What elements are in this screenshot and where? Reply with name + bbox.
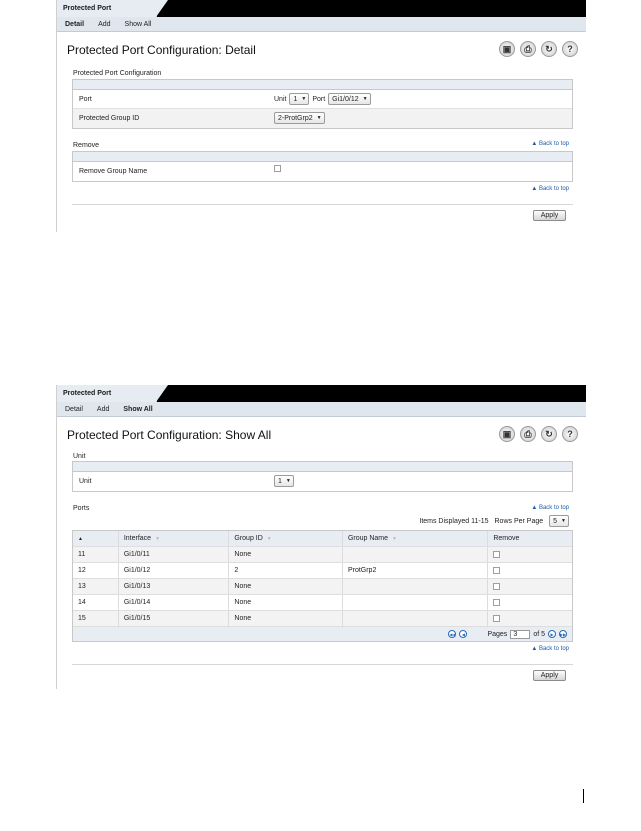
print-icon[interactable]: ⎙ — [520, 41, 536, 57]
port-row — [73, 90, 572, 109]
table-header-row — [73, 531, 572, 547]
box-header — [73, 80, 572, 90]
tab-show-all[interactable]: Show All — [123, 405, 153, 413]
section-title-ports: Ports — [73, 505, 90, 512]
cell-group-name — [343, 611, 488, 626]
cell-group-id: None — [229, 579, 343, 594]
cell-index: 15 — [73, 611, 119, 626]
cell-group-name — [343, 547, 488, 562]
section-title-remove: Remove — [73, 142, 100, 149]
divider — [72, 664, 573, 665]
group-label: Protected Group ID — [79, 115, 140, 122]
port-select[interactable] — [328, 93, 370, 105]
unit-controls — [274, 475, 294, 487]
chevron-down-icon: ▼ — [362, 96, 368, 102]
unit-select[interactable] — [289, 93, 309, 105]
cell-group-name — [343, 579, 488, 594]
back-to-top-link[interactable]: ▲ Back to top — [531, 141, 569, 147]
unit-select[interactable] — [274, 475, 294, 487]
pages-label: Pages — [487, 630, 508, 638]
table-row — [73, 611, 572, 627]
box-header — [73, 462, 572, 472]
apply-button[interactable]: Apply — [533, 210, 566, 221]
column-header-remove: Remove — [493, 535, 520, 542]
cell-group-id: None — [229, 595, 343, 610]
remove-checkbox[interactable] — [274, 165, 281, 172]
cell-remove — [488, 563, 572, 578]
window-titlebar — [57, 0, 586, 17]
cell-remove — [488, 579, 572, 594]
detail-panel — [56, 0, 586, 232]
back-to-top-link[interactable]: ▲ Back to top — [531, 186, 569, 192]
group-row — [73, 109, 572, 128]
port-select-value: Gi1/0/12 — [332, 95, 359, 103]
box-header — [73, 152, 572, 162]
sort-icon: ▼ — [392, 536, 397, 542]
unit-row — [73, 472, 572, 491]
window-title: Protected Port — [57, 385, 157, 402]
cell-interface: Gi1/0/11 — [119, 547, 230, 562]
protected-port-form — [72, 79, 573, 129]
chevron-down-icon: ▼ — [301, 96, 307, 102]
table-row — [73, 595, 572, 611]
last-page-icon[interactable]: ▶▶ — [559, 631, 567, 637]
group-controls — [274, 112, 325, 124]
unit-form — [72, 461, 573, 492]
page-edge-marker — [583, 789, 584, 803]
group-select[interactable] — [274, 112, 325, 124]
remove-form — [72, 151, 573, 182]
column-header-text: Group Name — [347, 535, 389, 542]
save-icon[interactable]: ▣ — [499, 41, 515, 57]
rows-per-page-select[interactable] — [549, 515, 569, 527]
remove-checkbox[interactable] — [493, 551, 500, 558]
column-header-group-name[interactable] — [343, 531, 488, 546]
help-icon[interactable]: ? — [562, 41, 578, 57]
remove-checkbox[interactable] — [493, 599, 500, 606]
page-title: Protected Port Configuration: Show All — [67, 428, 272, 442]
column-header-interface[interactable] — [119, 531, 230, 546]
cell-interface: Gi1/0/15 — [119, 611, 230, 626]
back-to-top-link[interactable]: ▲ Back to top — [531, 505, 569, 511]
table-row — [73, 563, 572, 579]
window-titlebar — [57, 385, 586, 402]
back-to-top-text: Back to top — [538, 505, 569, 511]
page-number-input[interactable]: 3 — [510, 630, 530, 639]
back-to-top-text: Back to top — [538, 186, 569, 192]
items-displayed: Items Displayed 11-15 — [419, 517, 489, 525]
cell-index: 13 — [73, 579, 119, 594]
cell-remove — [488, 547, 572, 562]
refresh-icon[interactable]: ↻ — [541, 426, 557, 442]
cell-interface: Gi1/0/13 — [119, 579, 230, 594]
port-inline-label: Port — [312, 95, 326, 103]
cell-remove — [488, 611, 572, 626]
chevron-down-icon: ▼ — [316, 115, 322, 121]
column-header-text: Group ID — [234, 535, 263, 542]
cell-remove — [488, 595, 572, 610]
cell-group-name: ProtGrp2 — [343, 563, 488, 578]
remove-controls — [274, 165, 281, 172]
tab-add[interactable]: Add — [98, 20, 111, 28]
chevron-down-icon: ▼ — [561, 518, 566, 524]
window-title: Protected Port — [57, 0, 157, 17]
sort-icon: ▼ — [266, 536, 272, 542]
group-select-value: 2-ProtGrp2 — [278, 114, 313, 122]
cell-index: 11 — [73, 547, 119, 562]
section-title-protected-port: Protected Port Configuration — [73, 70, 162, 77]
cell-group-id: None — [229, 547, 343, 562]
unit-label: Unit — [274, 95, 287, 103]
help-icon[interactable]: ? — [562, 426, 578, 442]
cell-index: 14 — [73, 595, 119, 610]
next-page-icon[interactable]: ▶ — [548, 630, 556, 638]
cell-group-id: None — [229, 611, 343, 626]
rows-per-page-label: Rows Per Page — [494, 517, 544, 525]
remove-checkbox[interactable] — [493, 567, 500, 574]
cell-index: 12 — [73, 563, 119, 578]
cell-interface: Gi1/0/14 — [119, 595, 230, 610]
tab-detail[interactable]: Detail — [65, 405, 83, 413]
show-all-panel — [56, 385, 586, 689]
port-controls — [274, 93, 371, 105]
subtab-bar — [57, 402, 586, 417]
table-row — [73, 547, 572, 563]
unit-label: Unit — [79, 478, 92, 485]
page-header — [57, 417, 586, 451]
page-title: Protected Port Configuration: Detail — [67, 43, 256, 57]
remove-label: Remove Group Name — [79, 168, 148, 175]
toolbar — [499, 426, 578, 442]
table-body — [73, 547, 572, 627]
cell-group-id: 2 — [229, 563, 343, 578]
sort-icon: ▼ — [155, 536, 161, 542]
ports-table — [72, 530, 573, 642]
save-icon[interactable]: ▣ — [499, 426, 515, 442]
apply-button[interactable]: Apply — [533, 670, 566, 681]
section-title-unit: Unit — [73, 453, 86, 460]
first-page-icon[interactable]: ◀◀ — [449, 631, 456, 637]
subtab-bar — [57, 17, 586, 32]
cell-interface: Gi1/0/12 — [119, 563, 230, 578]
table-row — [73, 579, 572, 595]
page-header — [57, 32, 586, 66]
chevron-down-icon: ▼ — [285, 478, 291, 484]
remove-checkbox[interactable] — [493, 615, 500, 622]
column-header-group-id[interactable] — [229, 531, 343, 546]
back-to-top-text: Back to top — [538, 141, 569, 147]
remove-checkbox[interactable] — [493, 583, 500, 590]
divider — [72, 204, 573, 205]
sort-asc-icon: ▲ — [78, 536, 83, 542]
table-toolbar — [72, 514, 573, 528]
of-pages-text: of 5 — [533, 630, 545, 638]
back-to-top-link[interactable]: ▲ Back to top — [531, 646, 569, 652]
cell-group-name — [343, 595, 488, 610]
refresh-icon[interactable]: ↻ — [541, 41, 557, 57]
pagination-bar — [73, 627, 572, 641]
rows-per-page-value: 5 — [553, 517, 558, 525]
port-label: Port — [79, 96, 92, 103]
toolbar — [499, 41, 578, 57]
tab-show-all[interactable]: Show All — [124, 20, 152, 28]
sort-index-header[interactable] — [73, 531, 119, 546]
column-header-text: Interface — [123, 535, 152, 542]
print-icon[interactable]: ⎙ — [520, 426, 536, 442]
prev-page-icon[interactable]: ◀ — [459, 630, 467, 638]
unit-select-value: 1 — [293, 95, 298, 103]
remove-row — [73, 162, 572, 181]
tab-add[interactable]: Add — [96, 405, 110, 413]
tab-detail[interactable]: Detail — [65, 20, 85, 28]
back-to-top-text: Back to top — [538, 646, 569, 652]
unit-select-value: 1 — [278, 477, 282, 485]
